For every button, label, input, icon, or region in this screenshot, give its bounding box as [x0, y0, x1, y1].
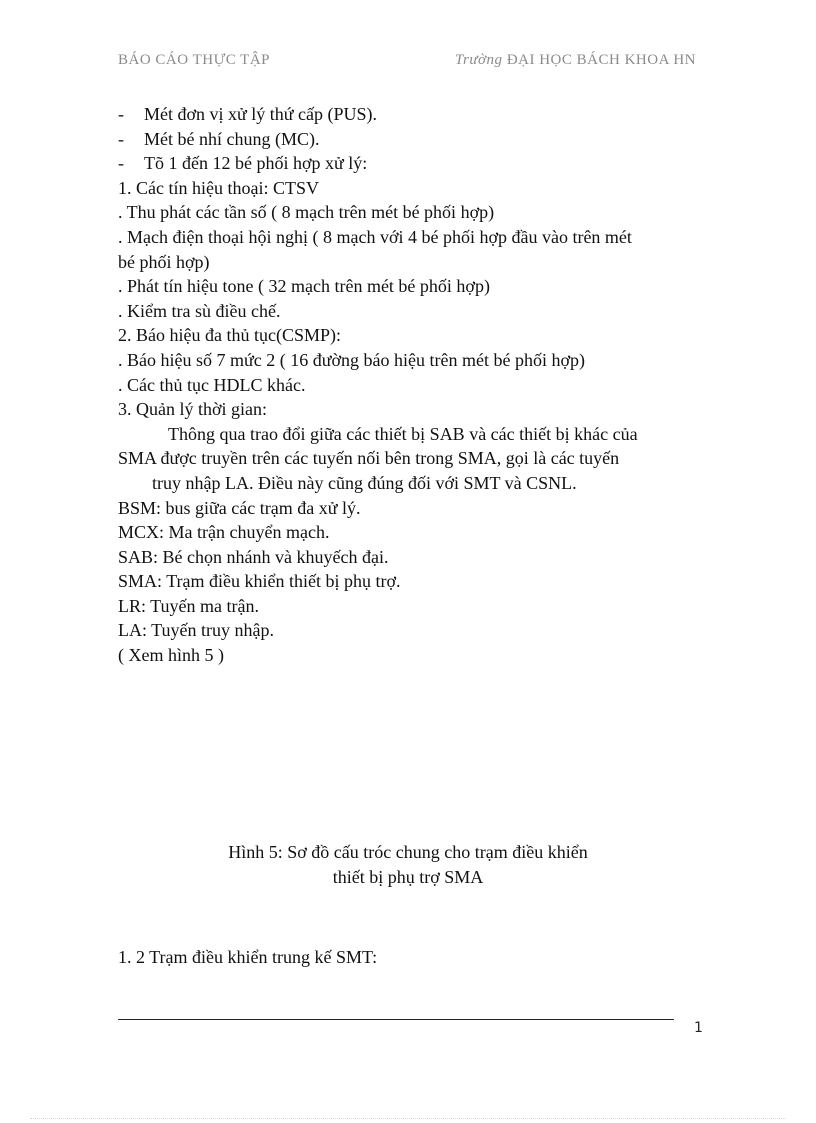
definition-line: LA: Tuyến truy nhập.: [118, 620, 275, 641]
footer-divider: [118, 1019, 674, 1020]
bullet-text: Tõ 1 đến 12 bé phối hợp xử lý:: [144, 153, 368, 174]
text-line: . Kiểm tra sù điều chế.: [118, 300, 281, 321]
bullet-item: [118, 127, 698, 152]
bullet-item: [118, 102, 698, 127]
bullet-item: [118, 151, 698, 176]
caption-line: thiết bị phụ trợ SMA: [332, 867, 484, 887]
header-report-title: BÁO CÁO THỰC TẬP: [118, 52, 271, 68]
text-line: bé phối hợp): [118, 251, 210, 272]
text-line: 3. Quản lý thời gian:: [118, 399, 268, 420]
bullet-text: Mét đơn vị xử lý thứ cấp (PUS).: [144, 104, 378, 124]
header-university-name: ĐẠI HỌC BÁCH KHOA HN: [506, 52, 696, 68]
bullet-dash: -: [118, 153, 124, 174]
header-university-prefix: Trường: [455, 52, 503, 68]
figure-reference: ( Xem hình 5 ): [118, 645, 224, 666]
text-line: . Phát tín hiệu tone ( 32 mạch trên mét bé phối hợp): [118, 276, 490, 297]
figure-caption: [118, 840, 698, 890]
paragraph-line: truy nhập LA. Điều này cũng đúng đối với SMT và CSNL.: [152, 472, 577, 493]
definition-line: SAB: Bé chọn nhánh và khuyếch đại.: [118, 546, 389, 567]
definition-line: SMA: Trạm điều khiển thiết bị phụ trợ.: [118, 571, 401, 592]
page-header: [118, 52, 696, 76]
section-heading: 1. 2 Trạm điều khiển trung kế SMT:: [118, 947, 378, 967]
bullet-text: Mét bé nhí chung (MC).: [144, 128, 320, 149]
page-bottom-border: [30, 1118, 786, 1119]
paragraph: [118, 422, 698, 496]
paragraph-line: Thông qua trao đổi giữa các thiết bị SAB và các thiết bị khác của: [168, 423, 638, 444]
text-line: . Các thủ tục HDLC khác.: [118, 374, 306, 395]
caption-line: Hình 5: Sơ đồ cấu tróc chung cho trạm điều khiển: [228, 842, 588, 862]
body-text: [118, 102, 698, 668]
definition-line: BSM: bus giữa các trạm đa xử lý.: [118, 497, 361, 518]
text-line: 2. Báo hiệu đa thủ tục(CSMP):: [118, 325, 341, 346]
text-line: . Thu phát các tần số ( 8 mạch trên mét bé phối hợp): [118, 202, 495, 223]
page-number: 1: [694, 1020, 703, 1036]
definition-line: MCX: Ma trận chuyển mạch.: [118, 522, 330, 543]
header-university: [455, 52, 696, 69]
paragraph-line: SMA được truyền trên các tuyến nối bên trong SMA, gọi là các tuyến: [118, 448, 620, 469]
definition-line: LR: Tuyến ma trận.: [118, 595, 260, 616]
text-line: . Báo hiệu số 7 mức 2 ( 16 đường báo hiệu trên mét bé phối hợp): [118, 349, 585, 370]
bullet-dash: -: [118, 128, 124, 149]
bullet-dash: -: [118, 104, 124, 124]
text-line: 1. Các tín hiệu thoại: CTSV: [118, 177, 319, 198]
text-line: . Mạch điện thoại hội nghị ( 8 mạch với 4 bé phối hợp đầu vào trên mét: [118, 226, 632, 247]
